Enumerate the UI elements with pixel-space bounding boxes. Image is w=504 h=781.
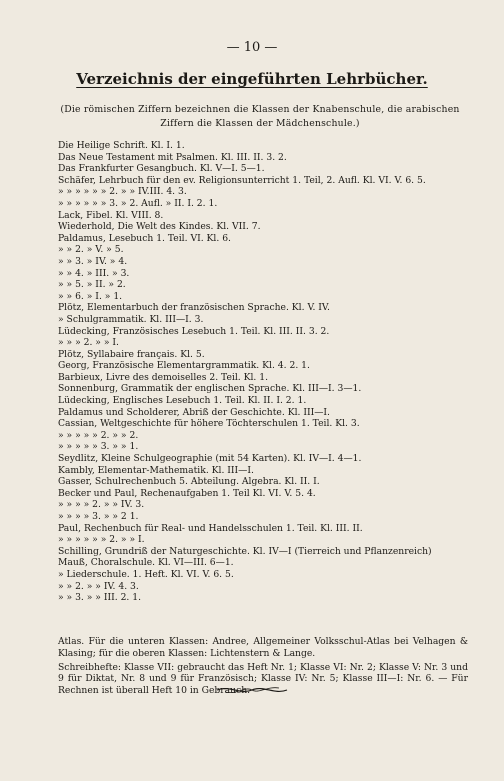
list-item: Lüdecking, Englisches Lesebuch 1. Teil. Kl. II. I. 2. 1. [58,395,307,407]
list-item: Lüdecking, Französisches Lesebuch 1. Teil. Kl. III. II. 3. 2. [58,325,330,337]
list-item: » » » » » 2. » » 2. [58,429,139,441]
list-item: Georg, Französische Elementargrammatik. Kl. 4. 2. 1. [58,360,310,372]
list-item: Schilling, Grundriß der Naturgeschichte. Kl. IV—I (Tierreich und Pflanzenreich) [58,545,432,557]
list-item: Plötz, Elementarbuch der französischen Sprache. Kl. V. IV. [58,302,330,314]
list-item: » » 3. » IV. » 4. [58,255,128,267]
list-item: Seydlitz, Kleine Schulgeographie (mit 54 Karten). Kl. IV—I. 4—1. [58,453,362,465]
list-item: » » 2. » » IV. 4. 3. [58,580,139,592]
list-item: » » » » 2. » » IV. 3. [58,499,145,511]
list-item: » Schulgrammatik. Kl. III—I. 3. [58,313,204,325]
list-item: Das Neue Testament mit Psalmen. Kl. III. II. 3. 2. [58,151,287,163]
list-item: Das Frankfurter Gesangbuch. Kl. V—I. 5—1. [58,163,265,175]
list-item: Sonnenburg, Grammatik der englischen Sprache. Kl. III—I. 3—1. [58,383,362,395]
list-item: » » » » » » 2. » » I. [58,534,145,546]
list-item: Gasser, Schulrechenbuch 5. Abteilung. Algebra. Kl. II. I. [58,476,320,488]
list-item: » » » » 3. » » 2 1. [58,511,139,522]
page-title: Verzeichnis der eingeführten Lehrbücher. [76,70,428,88]
exercise-books-paragraph: Schreibhefte: Klasse VII: gebraucht das Heft Nr. 1; Klasse VI: Nr. 2; Klasse V: Nr. 3 und 9 für Diktat, Nr. 8 und 9 für Französisch; Klasse IV: Nr. 5; Klasse III—I: Nr. 6. — Für Rechnen ist überall Heft 10 in Gebrauch. [58,661,468,697]
list-item: Wiederhold, Die Welt des Kindes. Kl. VII. 7. [58,221,261,233]
list-item: » » 4. » III. » 3. [58,267,130,279]
list-item: Paldamus und Scholderer, Abriß der Geschichte. Kl. III—I. [58,406,330,418]
list-item: » » 2. » V. » 5. [58,244,124,256]
list-item: Schäfer, Lehrbuch für den ev. Religionsunterricht 1. Teil, 2. Aufl. Kl. VI. V. 6. 5. [58,174,426,186]
list-item: » » 3. » » III. 2. 1. [58,592,142,604]
intro-note: (Die römischen Ziffern bezeichnen die Klassen der Knabenschule, die arabischen Ziffern die Klassen der Mädchenschule.) [60,104,460,129]
list-item: Paul, Rechenbuch für Real- und Handelsschulen 1. Teil. Kl. III. II. [58,522,363,534]
page-number: — 10 — [226,40,278,55]
list-item: Die Heilige Schrift. Kl. I. 1. [58,140,185,151]
list-item: » » » » » 3. » » 1. [58,441,139,453]
list-item: Cassian, Weltgeschichte für höhere Töchterschulen 1. Teil. Kl. 3. [58,418,360,430]
textbook-list [58,140,478,604]
list-item: Lack, Fibel. Kl. VIII. 8. [58,209,164,221]
list-item: » » » 2. » » I. [58,337,119,349]
list-item: Mauß, Choralschule. Kl. VI—III. 6—1. [58,557,234,569]
list-item: Plötz, Syllabaire français. Kl. 5. [58,348,205,360]
list-item: » Liederschule. 1. Heft. Kl. VI. V. 6. 5. [58,568,234,580]
list-item: Kambly, Elementar-Mathematik. Kl. III—I. [58,464,254,476]
list-item: » » 6. » I. » 1. [58,290,123,302]
list-item: » » » » » » 2. » » IV.III. 4. 3. [58,186,187,198]
ornament-divider [215,683,289,697]
list-item: Barbieux, Livre des demoiselles 2. Teil. Kl. 1. [58,371,269,383]
list-item: » » 5. » II. » 2. [58,279,126,291]
list-item: » » » » » » 3. » 2. Aufl. » II. I. 2. 1. [58,197,218,209]
list-item: Becker und Paul, Rechenaufgaben 1. Teil Kl. VI. V. 5. 4. [58,487,316,499]
list-item: Paldamus, Lesebuch 1. Teil. VI. Kl. 6. [58,232,231,244]
atlas-paragraph: Atlas. Für die unteren Klassen: Andree, Allgemeiner Volksschul-Atlas bei Velhagen & Klasing; für die oberen Klassen: Lichtenstern & Lange. [58,636,468,659]
